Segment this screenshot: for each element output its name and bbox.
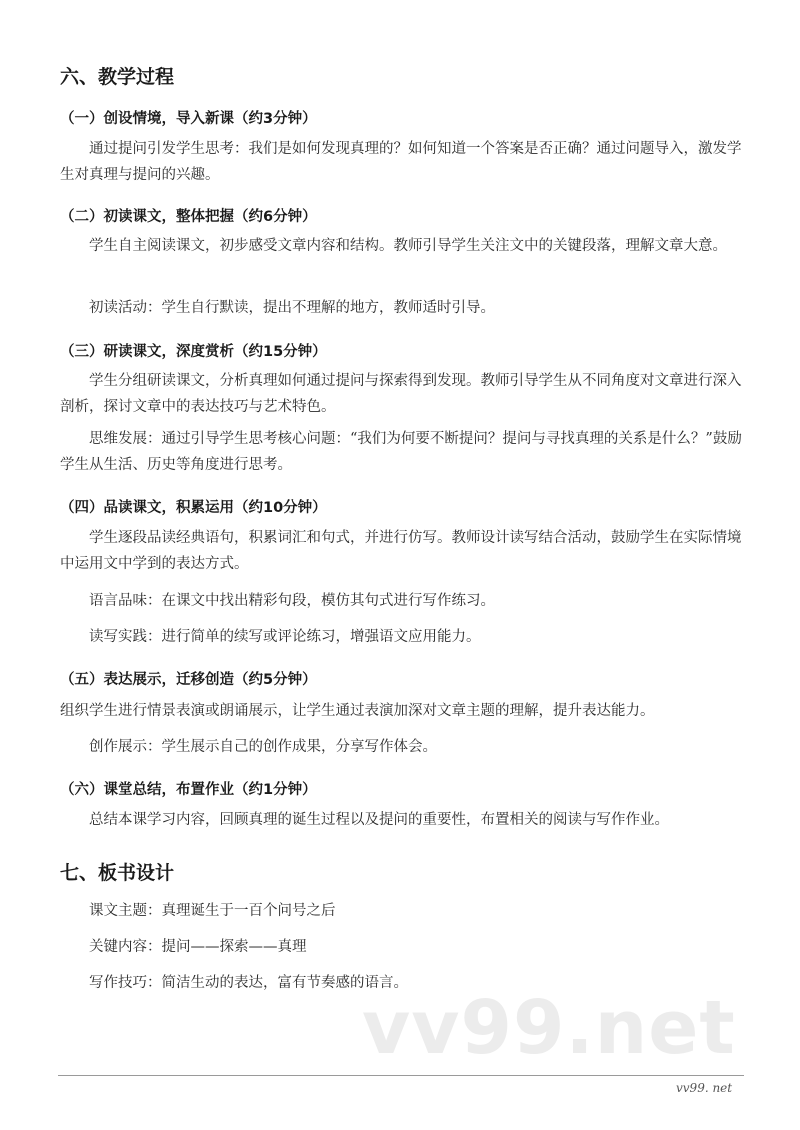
step-4-language: 语言品味：在课文中找出精彩句段，模仿其句式进行写作练习。 [89,593,495,609]
step-2-paragraph: 学生自主阅读课文，初步感受文章内容和结构。教师引导学生关注文中的关键段落，理解文章大意。 [89,238,727,254]
footer-site-label: vv99. net [676,1081,733,1095]
board-writing-technique: 写作技巧：简洁生动的表达，富有节奏感的语言。 [89,975,408,991]
step-heading-6: （六）课堂总结，布置作业（约1分钟） [60,782,317,798]
step-5-showcase: 创作展示：学生展示自己的创作成果，分享写作体会。 [89,739,437,755]
step-3-paragraph: 学生分组研读课文，分析真理如何通过提问与探索得到发现。教师引导学生从不同角度对文章进行深入剖析，探讨文章中的表达技巧与艺术特色。 [60,373,742,415]
step-5-paragraph: 组织学生进行情景表演或朗诵展示，让学生通过表演加深对文章主题的理解，提升表达能力。 [60,703,655,719]
board-topic: 课文主题：真理诞生于一百个问号之后 [89,903,336,919]
step-heading-3: （三）研读课文，深度赏析（约15分钟） [60,344,327,360]
step-4-practice: 读写实践：进行简单的续写或评论练习，增强语文应用能力。 [89,629,481,645]
step-heading-2: （二）初读课文，整体把握（约6分钟） [60,209,317,225]
board-key-content: 关键内容：提问——探索——真理 [89,939,307,955]
step-1-paragraph: 通过提问引发学生思考：我们是如何发现真理的？如何知道一个答案是否正确？通过问题导入，激发学生对真理与提问的兴趣。 [60,141,742,183]
step-3-thinking: 思维发展：通过引导学生思考核心问题：“我们为何要不断提问？提问与寻找真理的关系是什么？”鼓励学生从生活、历史等角度进行思考。 [60,431,742,473]
section-heading-teaching-process: 六、教学过程 [60,66,175,88]
step-6-paragraph: 总结本课学习内容，回顾真理的诞生过程以及提问的重要性，布置相关的阅读与写作作业。 [89,812,669,828]
step-heading-4: （四）品读课文，积累运用（约10分钟） [60,500,327,516]
step-2-activity: 初读活动：学生自行默读，提出不理解的地方，教师适时引导。 [89,300,495,316]
watermark: vv99.net [362,985,736,1071]
footer-divider [58,1075,744,1076]
section-heading-board-design: 七、板书设计 [60,862,175,884]
step-heading-1: （一）创设情境，导入新课（约3分钟） [60,111,317,127]
step-4-paragraph: 学生逐段品读经典语句，积累词汇和句式，并进行仿写。教师设计读写结合活动，鼓励学生在实际情境中运用文中学到的表达方式。 [60,530,742,572]
step-heading-5: （五）表达展示，迁移创造（约5分钟） [60,672,317,688]
